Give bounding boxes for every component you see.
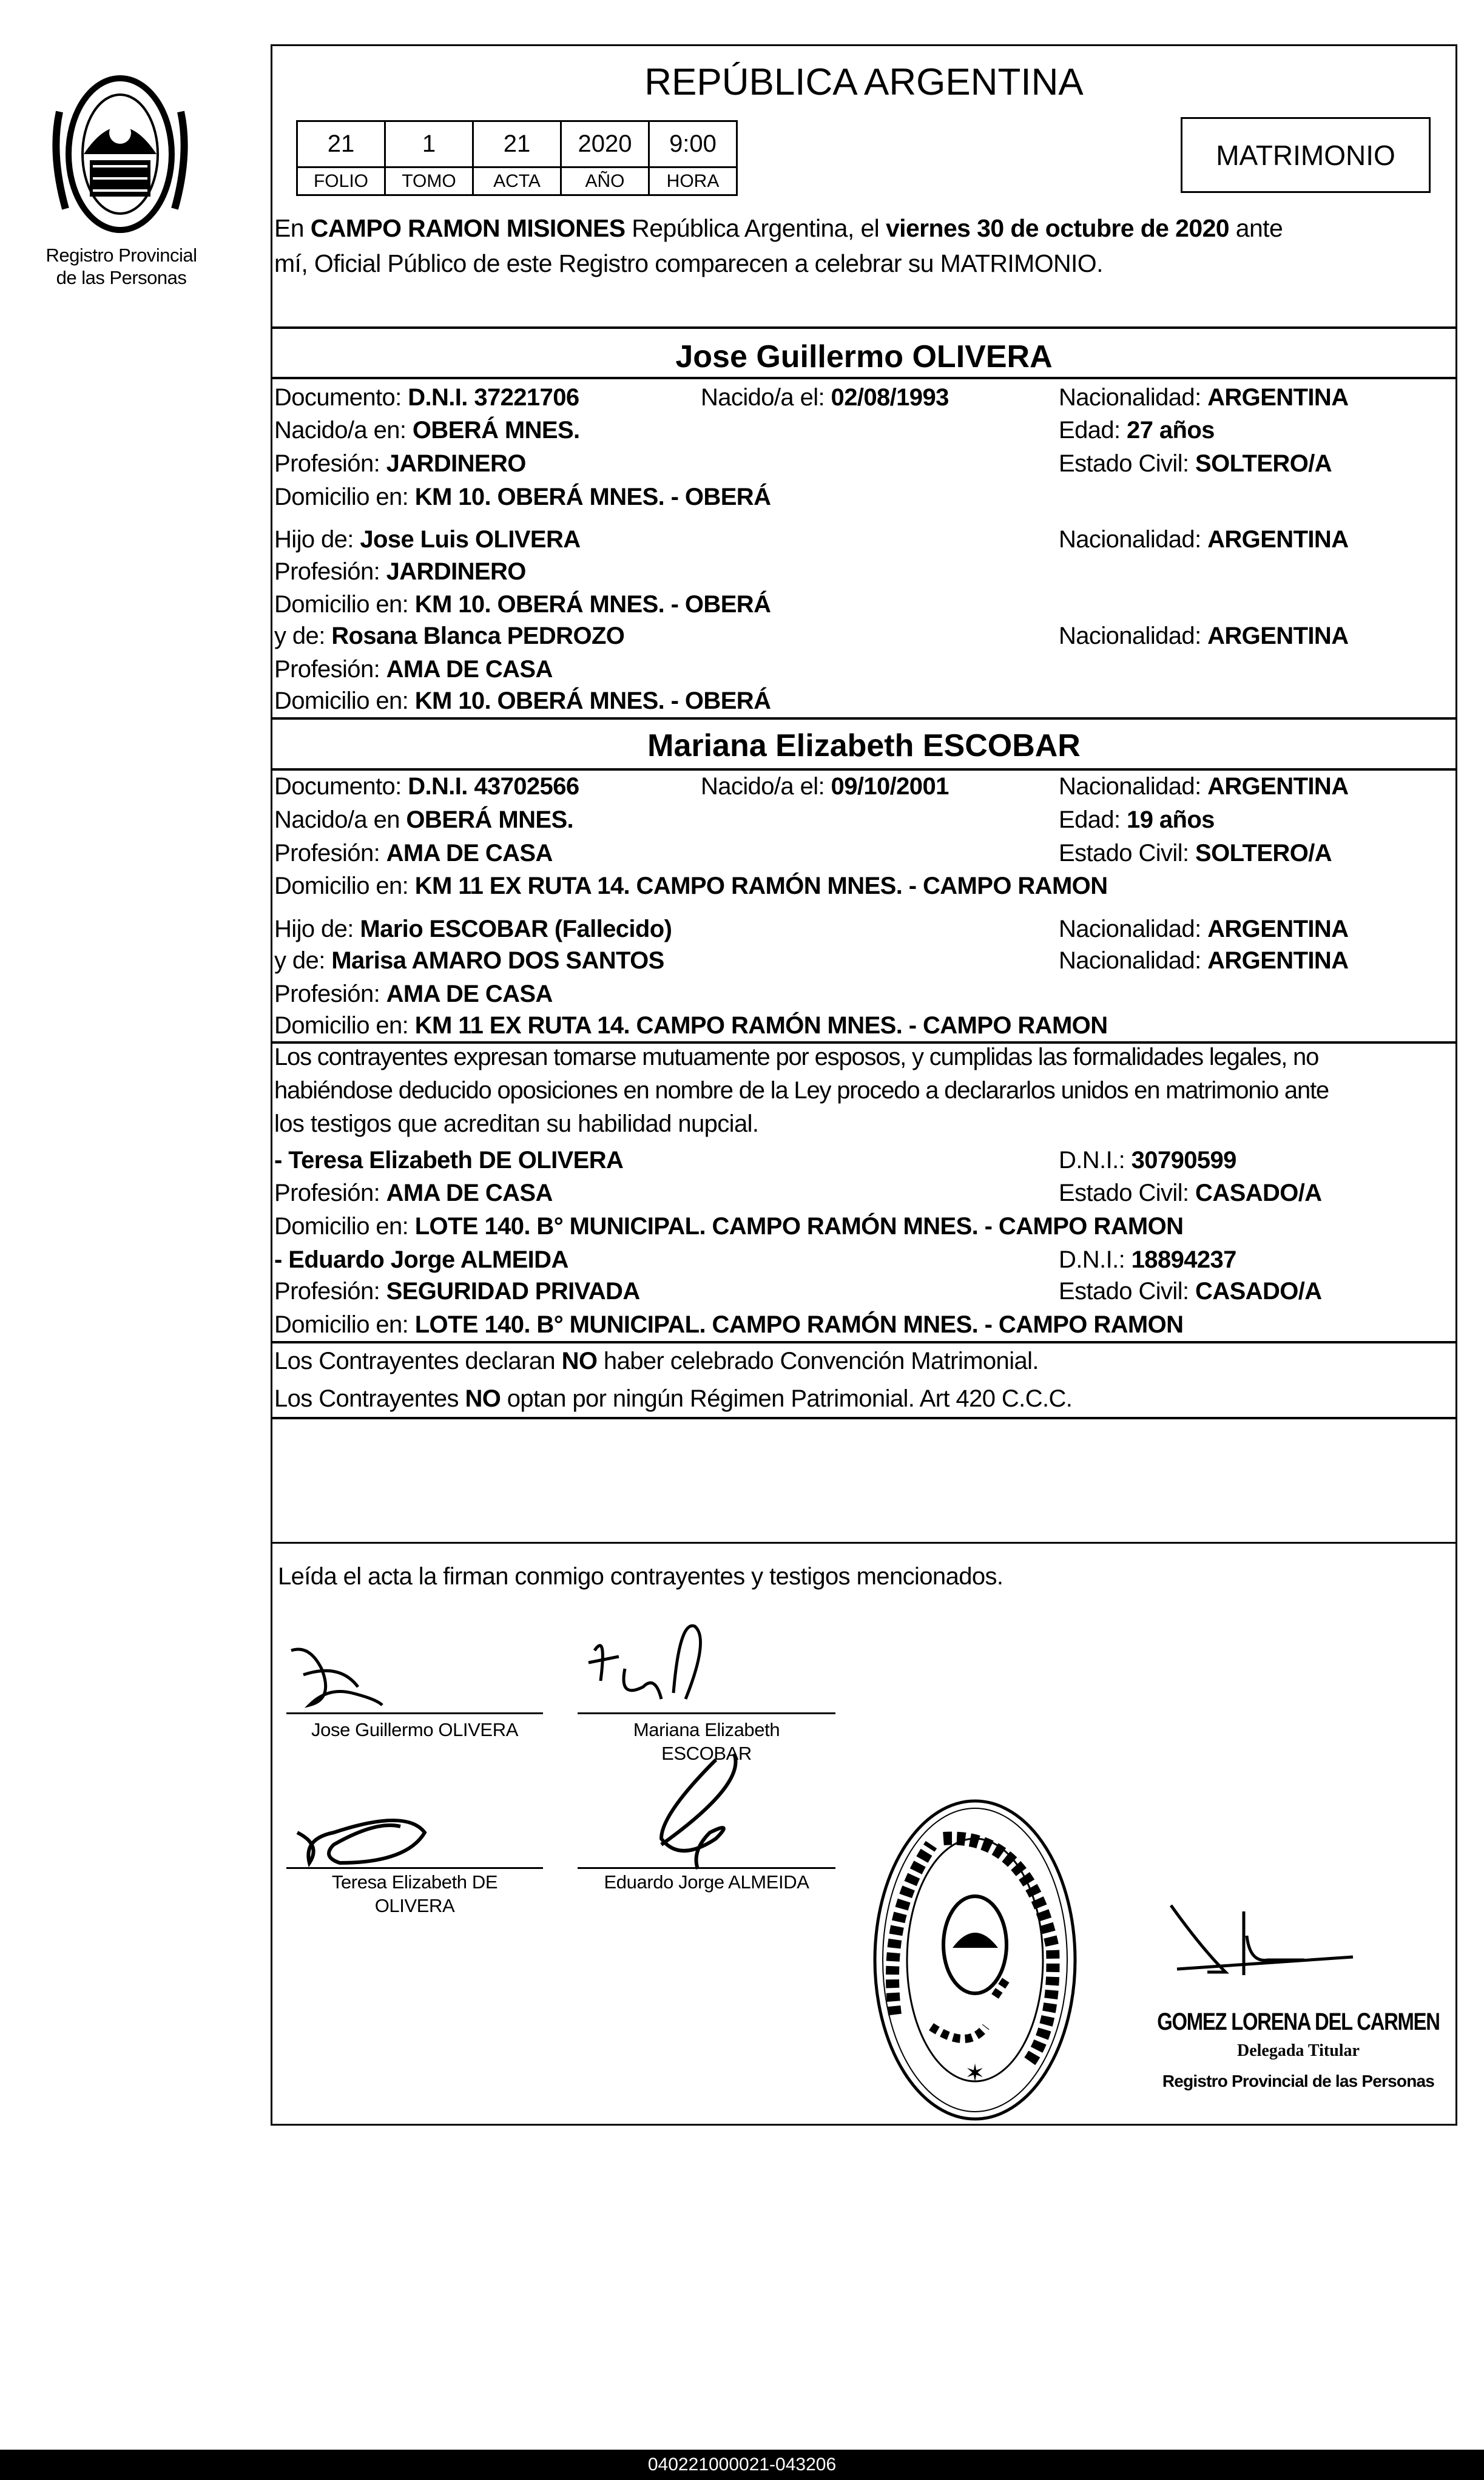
tomo-label: TOMO [384,166,474,196]
spouse1-father-profesion [274,559,526,584]
convention-line2 [274,1387,1072,1411]
label-line: Mariana Elizabeth [633,1719,780,1740]
act-type-box: MATRIMONIO [1181,117,1431,193]
value: D.N.I. 43702566 [408,773,579,800]
label: Estado Civil: [1059,1180,1196,1206]
value: 19 años [1127,806,1215,833]
spouse1-father-domicilio [274,592,771,617]
spouse1-name: Jose Guillermo OLIVERA [675,339,1053,374]
spouse2-edad [1059,808,1215,832]
label: Nacionalidad: [1059,916,1208,942]
label: Profesión: [274,1278,386,1305]
spouse2-father [274,917,672,941]
logo-caption [30,244,212,289]
province-seal-logo [47,63,193,239]
label: Domicilio en: [274,484,415,510]
divider [271,326,1457,329]
signature-mark-4 [625,1748,771,1887]
label: Estado Civil: [1059,840,1196,867]
divider [271,1341,1457,1343]
spouse1-estado-civil [1059,451,1332,476]
hora-value: 9:00 [648,120,738,168]
spouse1-edad [1059,418,1215,442]
label: Nacionalidad: [1059,773,1208,800]
spouse2-nacido-en [274,808,573,832]
value: AMA DE CASA [386,840,553,867]
value: KM 11 EX RUTA 14. CAMPO RAMÓN MNES. - CAMPO RAMON [414,1012,1108,1039]
spouse1-mother-profesion [274,657,553,681]
signature-line-3 [286,1867,543,1869]
label: Domicilio en: [274,873,415,899]
value: KM 10. OBERÁ MNES. - OBERÁ [414,688,771,714]
value: 09/10/2001 [831,773,949,800]
logo-caption-line2: de las Personas [56,267,187,288]
value: 30790599 [1131,1147,1236,1174]
label: Hijo de: [274,526,360,553]
label: Domicilio en: [274,591,415,618]
value: Jose Luis OLIVERA [360,526,581,553]
declaration-line3: los testigos que acreditan su habilidad nupcial. [274,1110,759,1137]
signature-line-2 [578,1712,835,1714]
witness2-dni [1059,1248,1236,1272]
anio-label: AÑO [560,166,650,196]
witness1-profesion [274,1181,553,1205]
value: OBERÁ MNES. [406,806,574,833]
label: Profesión: [274,558,386,585]
label: Profesión: [274,1180,386,1206]
value: AMA DE CASA [386,656,553,683]
label: Nacido/a el: [701,773,831,800]
label: Profesión: [274,656,386,683]
spouse1-nacido-en [274,418,580,442]
value: JARDINERO [386,450,526,477]
registry-stamp [871,1796,1080,2124]
official-role: Delegada Titular [1237,2041,1360,2060]
value: KM 10. OBERÁ MNES. - OBERÁ [414,591,771,618]
spouse2-mother-domicilio [274,1013,1107,1038]
witness2-estado-civil [1059,1279,1322,1303]
divider [271,717,1457,720]
value: AMA DE CASA [386,981,553,1007]
value: SOLTERO/A [1195,840,1332,867]
label: Nacionalidad: [1059,526,1208,553]
value: Mario ESCOBAR (Fallecido) [360,916,672,942]
text: haber celebrado Convención Matrimonial. [597,1348,1039,1374]
signature-label-3 [286,1871,543,1918]
value: 18894237 [1131,1246,1236,1273]
witness2-profesion [274,1279,640,1303]
logo-caption-line1: Registro Provincial [46,245,197,266]
svg-text:✶: ✶ [965,2059,985,2087]
text: Los Contrayentes declaran [274,1348,562,1374]
official-office: Registro Provincial de las Personas [1162,2072,1435,2090]
declaration-line1: Los contrayentes expresan tomarse mutuamente por esposos, y cumplidas las formalidades legales, no [274,1044,1319,1070]
spouse2-estado-civil [1059,841,1332,865]
label: Domicilio en: [274,1213,415,1240]
folio-value: 21 [296,120,386,168]
signature-mark-2 [582,1608,740,1717]
value: OBERÁ MNES. [412,417,580,444]
value: LOTE 140. B° MUNICIPAL. CAMPO RAMÓN MNES. - CAMPO RAMON [414,1311,1184,1338]
witness1-dni [1059,1148,1236,1172]
spouse2-documento [274,774,579,799]
label: Domicilio en: [274,688,415,714]
value: Rosana Blanca PEDROZO [331,623,625,649]
label: Nacionalidad: [1059,623,1208,649]
spouse2-profesion [274,841,553,865]
label-line: ESCOBAR [661,1742,752,1764]
value: ARGENTINA [1207,773,1349,800]
witness1-domicilio [274,1214,1183,1238]
intro-line2: mí, Oficial Público de este Registro comparecen a celebrar su MATRIMONIO. [274,249,1103,277]
value: SEGURIDAD PRIVADA [386,1278,640,1305]
value: SOLTERO/A [1195,450,1332,477]
spouse2-name: Mariana Elizabeth ESCOBAR [647,728,1081,763]
divider [271,1542,1457,1544]
spouse2-mother-profesion [274,982,553,1006]
value: ARGENTINA [1207,384,1349,411]
spouse2-nacionalidad [1059,774,1348,799]
spouse2-domicilio [274,874,1107,898]
hora-label: HORA [648,166,738,196]
witness1-estado-civil [1059,1181,1322,1205]
label: y de: [274,623,332,649]
value: CASADO/A [1195,1180,1322,1206]
signature-line-1 [286,1712,543,1714]
value: 27 años [1127,417,1215,444]
label: Nacionalidad: [1059,384,1208,411]
value: Marisa AMARO DOS SANTOS [331,947,664,974]
label: Profesión: [274,450,386,477]
witness2-name: - Eduardo Jorge ALMEIDA [274,1246,568,1273]
spouse1-mother-nacionalidad [1059,624,1348,648]
tomo-value: 1 [384,120,474,168]
spouse2-father-nacionalidad [1059,917,1348,941]
label: Documento: [274,384,408,411]
declaration-line2: habiéndose deducido oposiciones en nombre de la Ley procedo a declararlos unidos en matrimonio ante [274,1077,1329,1104]
spouse1-father [274,527,581,552]
witness1-name: - Teresa Elizabeth DE OLIVERA [274,1147,624,1174]
value: ARGENTINA [1207,526,1349,553]
official-name: GOMEZ LORENA DEL CARMEN [1157,2009,1440,2035]
spouse1-domicilio [274,485,771,509]
value: LOTE 140. B° MUNICIPAL. CAMPO RAMÓN MNES. - CAMPO RAMON [414,1213,1184,1240]
intro-line1 [274,216,1283,241]
label: Domicilio en: [274,1012,415,1039]
intro-date: viernes 30 de octubre de 2020 [885,214,1229,242]
spouse1-nacido-el [701,385,949,410]
label: Profesión: [274,981,386,1007]
witness2-domicilio [274,1313,1183,1337]
label: Nacido/a el: [701,384,831,411]
anio-value: 2020 [560,120,650,168]
acta-value: 21 [472,120,562,168]
signature-line-4 [578,1867,835,1869]
label-line: OLIVERA [374,1894,455,1916]
value: 02/08/1993 [831,384,949,411]
intro-place: CAMPO RAMON MISIONES [310,214,626,242]
label: D.N.I.: [1059,1147,1132,1174]
spouse2-mother-nacionalidad [1059,948,1348,973]
value: ARGENTINA [1207,947,1349,974]
label: Edad: [1059,806,1127,833]
folio-label: FOLIO [296,166,386,196]
spouse1-profesion [274,451,526,476]
spouse1-mother [274,624,624,648]
value: D.N.I. 37221706 [408,384,579,411]
label-line: Teresa Elizabeth DE [331,1871,498,1893]
label: D.N.I.: [1059,1246,1132,1273]
signature-label-4: Eduardo Jorge ALMEIDA [604,1871,809,1893]
label: Nacido/a en: [274,417,413,444]
text: optan por ningún Régimen Patrimonial. Art 420 C.C.C. [501,1385,1073,1412]
value: KM 11 EX RUTA 14. CAMPO RAMÓN MNES. - CAMPO RAMON [414,873,1108,899]
divider [271,1417,1457,1419]
value: CASADO/A [1195,1278,1322,1305]
footer-bar [0,2450,1484,2480]
spouse1-documento [274,385,579,410]
intro-mid: República Argentina, el [625,214,886,242]
intro-prefix: En [274,214,311,242]
divider [271,377,1457,379]
intro-end: ante [1229,214,1283,242]
convention-line1 [274,1349,1039,1373]
text: NO [561,1348,598,1374]
spouse1-nacionalidad [1059,385,1348,410]
signature-label-1: Jose Guillermo OLIVERA [311,1719,518,1740]
text: NO [465,1385,501,1412]
acta-label: ACTA [472,166,562,196]
page-title: REPÚBLICA ARGENTINA [644,61,1084,103]
spouse1-mother-domicilio [274,689,771,713]
spouse2-mother [274,948,664,973]
divider [271,768,1457,771]
label: Hijo de: [274,916,360,942]
document-code: 040221000021-043206 [647,2455,837,2475]
spouse2-nacido-el [701,774,949,799]
value: ARGENTINA [1207,623,1349,649]
spouse1-father-nacionalidad [1059,527,1348,552]
signature-mark-1 [285,1638,406,1717]
label: Estado Civil: [1059,450,1196,477]
value: KM 10. OBERÁ MNES. - OBERÁ [414,484,771,510]
value: JARDINERO [386,558,526,585]
label: Nacionalidad: [1059,947,1208,974]
official-signature-mark [1165,1899,1371,1984]
label: Nacido/a en [274,806,406,833]
label: Profesión: [274,840,386,867]
text: Los Contrayentes [274,1385,465,1412]
value: AMA DE CASA [386,1180,553,1206]
label: Domicilio en: [274,1311,415,1338]
value: ARGENTINA [1207,916,1349,942]
closing-text: Leída el acta la firman conmigo contrayentes y testigos mencionados. [278,1563,1003,1590]
label: y de: [274,947,332,974]
label: Estado Civil: [1059,1278,1196,1305]
label: Documento: [274,773,408,800]
label: Edad: [1059,417,1127,444]
